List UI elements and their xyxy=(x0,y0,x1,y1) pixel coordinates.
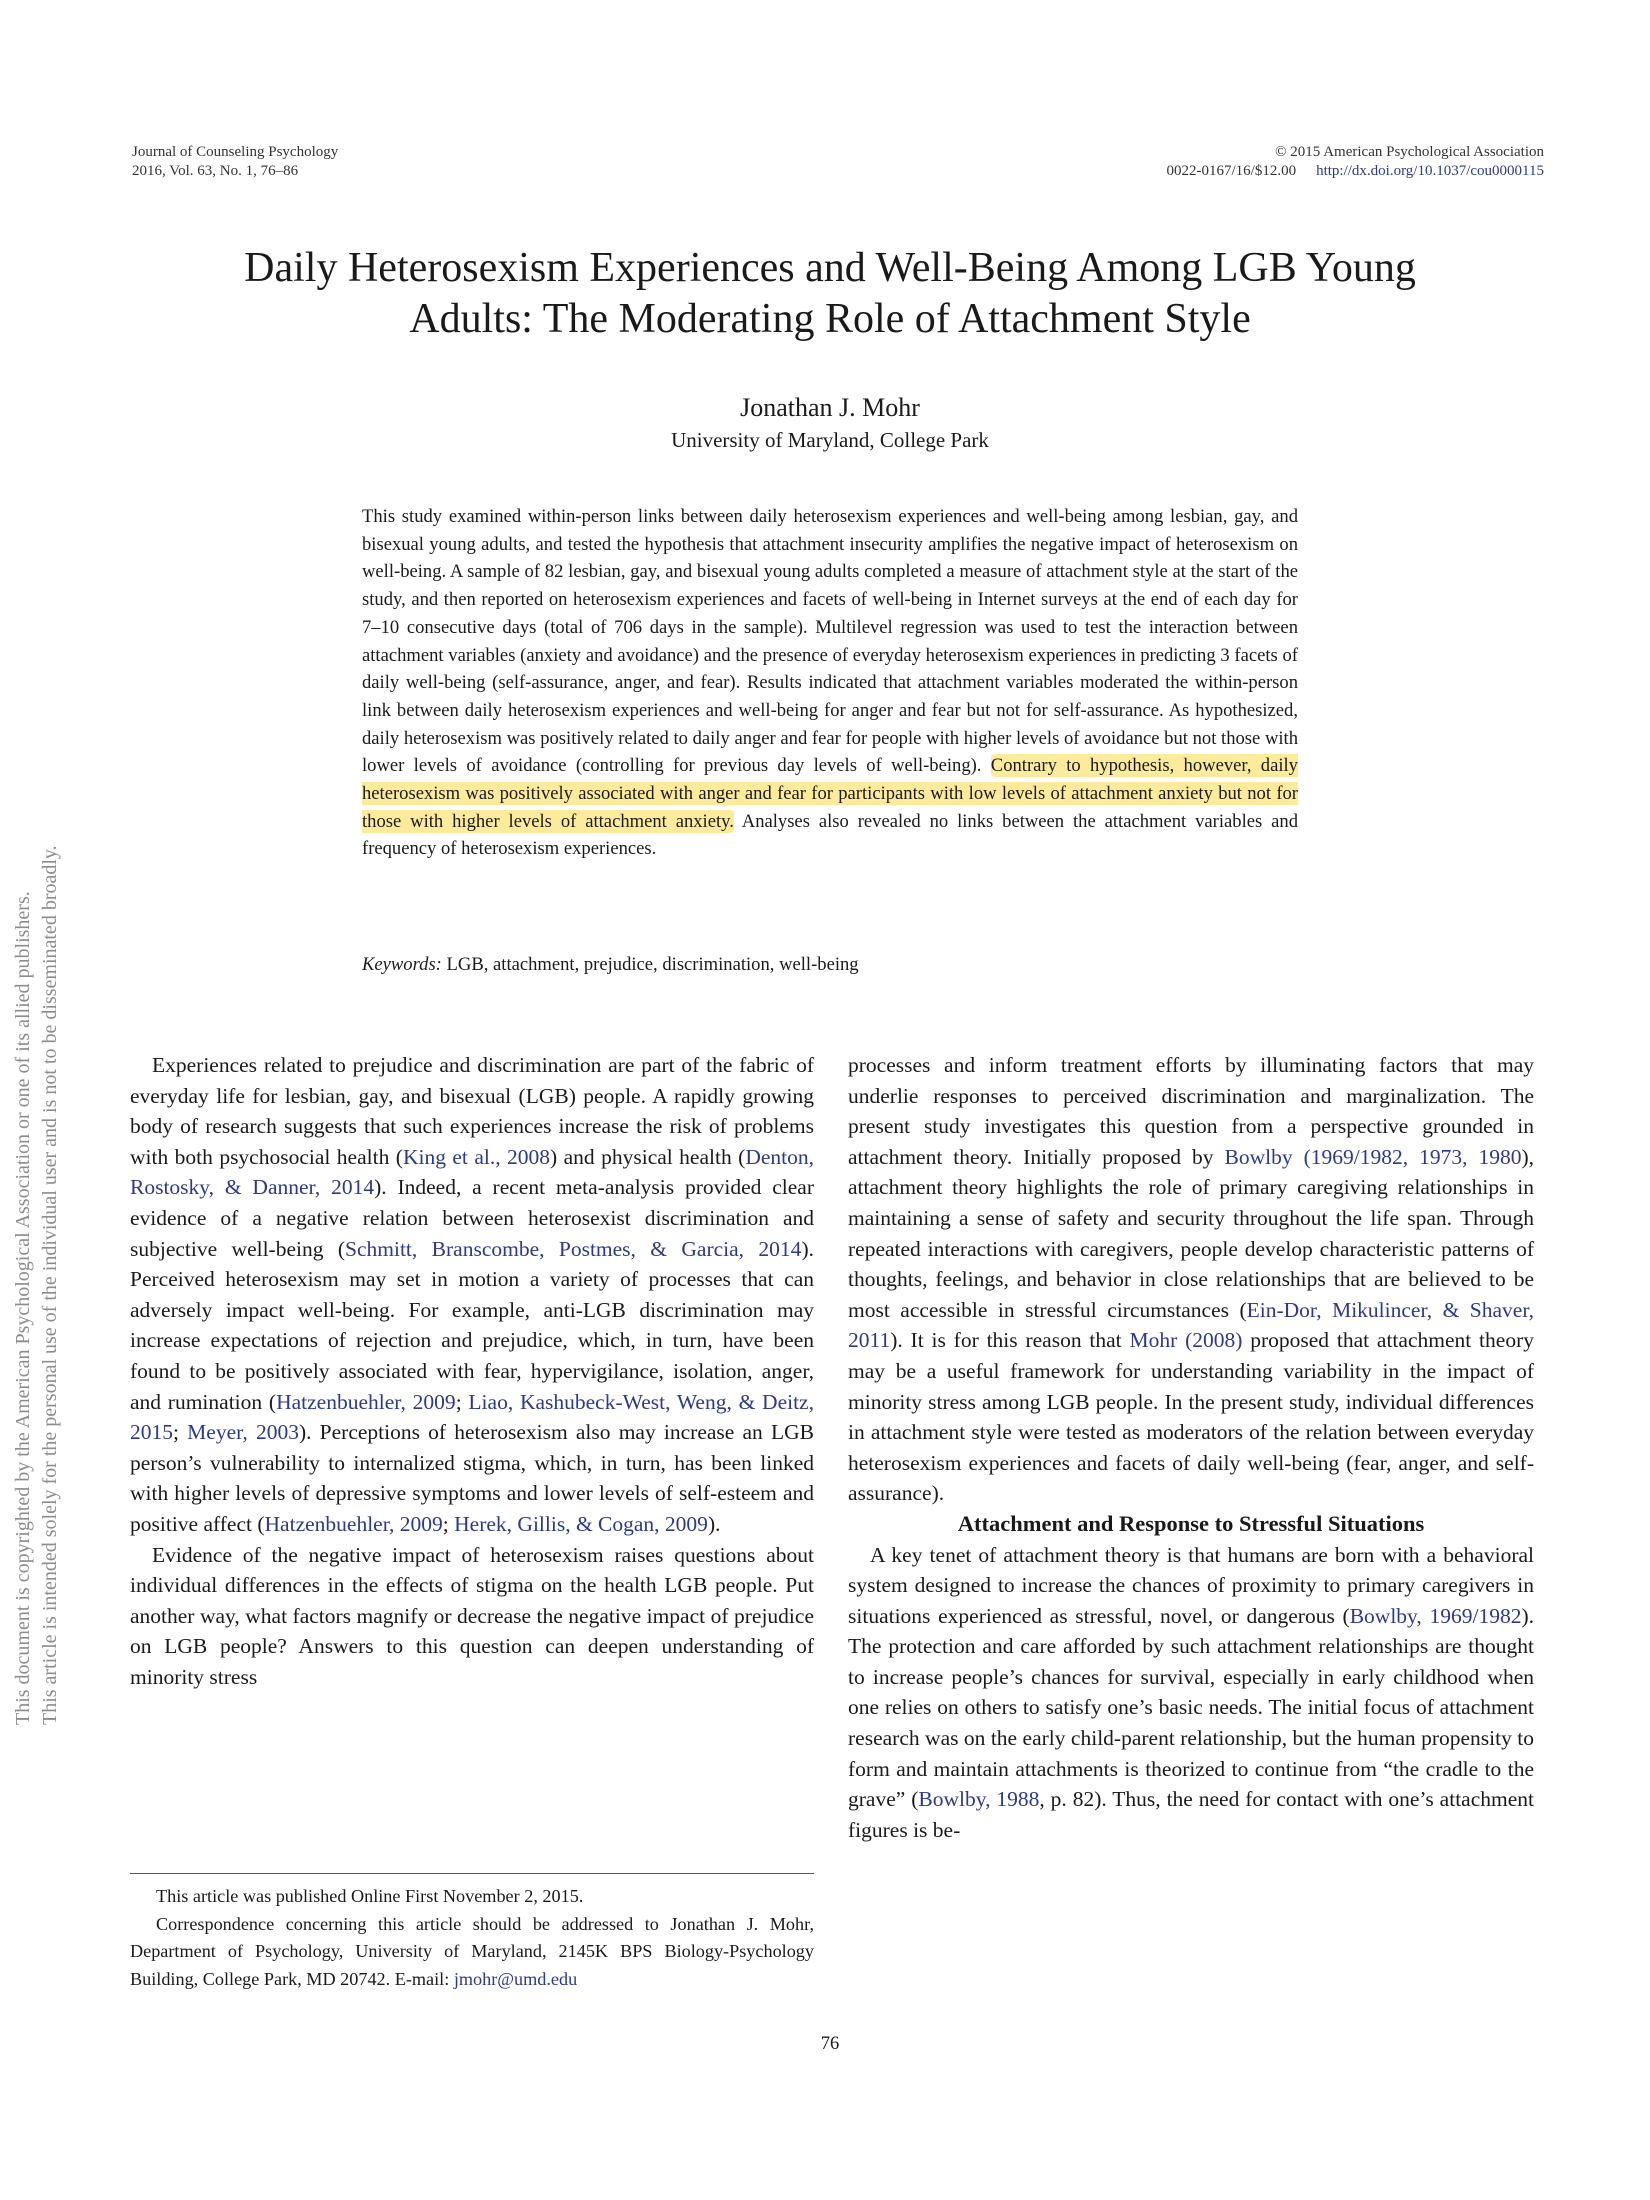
page-number: 76 xyxy=(820,2034,840,2054)
citation-link[interactable]: Herek, Gillis, & Cogan, 2009 xyxy=(454,1511,708,1536)
copyright-text: © 2015 American Psychological Association xyxy=(1275,144,1544,160)
abstract xyxy=(362,503,1298,863)
paragraph xyxy=(848,1540,1534,1846)
email-link[interactable]: jmohr@umd.edu xyxy=(453,1968,578,1989)
footnote-published: This article was published Online First November 2, 2015. xyxy=(156,1886,584,1906)
keywords-label: Keywords: xyxy=(362,954,442,975)
citation-link[interactable]: Bowlby, 1969/1982 xyxy=(1349,1603,1522,1628)
author-affiliation: University of Maryland, College Park xyxy=(671,428,989,452)
author-name: Jonathan J. Mohr xyxy=(740,393,920,422)
text-run: ; xyxy=(173,1420,188,1445)
keywords xyxy=(362,951,859,978)
text-run: ). It is for this reason that xyxy=(890,1328,1130,1353)
copyright-header xyxy=(1166,143,1544,181)
volume-info: 2016, Vol. 63, No. 1, 76–86 xyxy=(132,163,299,179)
text-run: ; xyxy=(455,1389,469,1414)
citation-link[interactable]: Liao, Kashubeck-West, Weng, & Deitz, 2015 xyxy=(130,1389,814,1445)
keywords-values: LGB, attachment, prejudice, discrimination, well-being xyxy=(441,954,859,975)
footnote-divider xyxy=(130,1873,814,1874)
citation-link[interactable]: Schmitt, Branscombe, Postmes, & Garcia, 2014 xyxy=(345,1236,802,1261)
paragraph xyxy=(130,1050,814,1540)
citation-link[interactable]: King et al., 2008 xyxy=(402,1144,551,1169)
title-line-2: Adults: The Moderating Role of Attachment Style xyxy=(409,296,1251,342)
text-run: Experiences related to prejudice and discrimination are part of the fabric of everyday life for lesbian, gay, and bisexual (LGB) people. A rapidly growing body of research suggests that such experiences increase the risk of problems with both psychosocial health ( xyxy=(130,1053,814,1169)
citation-link[interactable]: Meyer, 2003 xyxy=(187,1420,299,1445)
citation-link[interactable]: Ein-Dor, Mikulincer, & Shaver, 2011 xyxy=(848,1297,1535,1353)
text-run: , p. 82). Thus, the need for contact with one’s attachment figures is be- xyxy=(848,1787,1534,1842)
section-heading: Attachment and Response to Stressful Situations xyxy=(957,1510,1425,1536)
text-run: ). Indeed, a recent meta-analysis provided clear evidence of a negative relation between heterosexist discrimination and subjective well-being ( xyxy=(130,1175,814,1261)
text-run: ). Perceptions of heterosexism also may increase an LGB person’s vulnerability to internalized stigma, which, in turn, has been linked with higher levels of depressive symptoms and lower levels of self-esteem and positive affect ( xyxy=(130,1420,814,1536)
abstract-text-end: Analyses also revealed no links between the attachment variables and frequency of heterosexism experiences. xyxy=(362,810,1298,860)
left-column xyxy=(130,1050,814,1692)
text-run: processes and inform treatment efforts by illuminating factors that may underlie responses to perceived discrimination and marginalization. The present study investigates this question from a perspective grounded in attachment theory. Initially proposed by xyxy=(848,1053,1534,1169)
journal-header xyxy=(132,143,338,181)
right-column xyxy=(848,1050,1534,1845)
citation-link[interactable]: Bowlby, 1988 xyxy=(918,1787,1040,1812)
title-line-1: Daily Heterosexism Experiences and Well-Being Among LGB Young xyxy=(244,245,1416,291)
abstract-text: This study examined within-person links between daily heterosexism experiences and well-being among lesbian, gay, and bisexual young adults, and tested the hypothesis that attachment insecurity amplifies the negative impact of heterosexism on well-being. A sample of 82 lesbian, gay, and bisexual young adults completed a measure of attachment style at the start of the study, and then reported on heterosexism experiences and facets of well-being in Internet surveys at the end of each day for 7–10 consecutive days (total of 706 days in the sample). Multilevel regression was used to test the interaction between attachment variables (anxiety and avoidance) and the presence of everyday heterosexism experiences in predicting 3 facets of daily well-being (self-assurance, anger, and fear). Results indicated that attachment variables moderated the within-person link between daily heterosexism experiences and well-being for anger and fear but not for self-assurance. As hypothesized, daily heterosexism was positively related to daily anger and fear for people with higher levels of avoidance but not those with lower levels of avoidance (controlling for previous day levels of well-being). xyxy=(362,506,1298,777)
text-run: ), attachment theory highlights the role of primary caregiving relationships in maintaining a sense of safety and security throughout the life span. Through repeated interactions with caregivers, people develop characteristic patterns of thoughts, feelings, and behavior in close relationships that are believed to be most accessible in stressful circumstances ( xyxy=(848,1144,1534,1322)
doi-link[interactable]: http://dx.doi.org/10.1037/cou0000115 xyxy=(1316,163,1544,179)
text-run: ). The protection and care afforded by such attachment relationships are thought to increase people’s chances for survival, especially in early childhood when one relies on others to satisfy one’s basic needs. The initial focus of attachment research was on the early child-parent relationship, but the human propensity to form and maintain attachments is theorized to continue from “the cradle to the grave” ( xyxy=(848,1603,1534,1812)
paragraph: Evidence of the negative impact of heterosexism raises questions about individual differences in the effects of stigma on the health LGB people. Put another way, what factors magnify or decrease the negative impact of prejudice on LGB people? Answers to this question can deepen understanding of minority stress xyxy=(130,1542,814,1689)
citation-link[interactable]: Hatzenbuehler, 2009 xyxy=(276,1389,456,1414)
margin-notice-line2: This article is intended solely for the personal use of the individual user and is not to be disseminated broadly. xyxy=(39,845,61,1725)
paragraph xyxy=(848,1050,1534,1509)
text-run: ). xyxy=(707,1511,721,1536)
text-run: proposed that attachment theory may be a useful framework for understanding variability in the impact of minority stress among LGB people. In the present study, individual differences in attachment style were tested as moderators of the relation between everyday heterosexism experiences and facets of daily well-being (fear, anger, and self-assurance). xyxy=(848,1328,1534,1506)
issn-price: 0022-0167/16/$12.00 xyxy=(1166,163,1297,179)
correspondence-text: Correspondence concerning this article should be addressed to Jonathan J. Mohr, Department of Psychology, University of Maryland, 2145K BPS Biology-Psychology Building, College Park, MD 20742. E-mail: xyxy=(130,1913,814,1989)
text-run: ) and physical health ( xyxy=(550,1144,746,1169)
footnotes xyxy=(130,1883,814,1993)
journal-name: Journal of Counseling Psychology xyxy=(132,144,339,160)
issn-doi-line xyxy=(1166,162,1544,181)
text-run: ). Perceived heterosexism may set in motion a variety of processes that can adversely impact well-being. For example, anti-LGB discrimination may increase expectations of rejection and prejudice, which, in turn, have been found to be positively associated with fear, hypervigilance, isolation, anger, and rumination ( xyxy=(130,1236,814,1414)
citation-link[interactable]: Bowlby (1969/1982, 1973, 1980 xyxy=(1224,1144,1522,1169)
citation-link[interactable]: Mohr (2008) xyxy=(1129,1328,1243,1353)
citation-link[interactable]: Denton, Rostosky, & Danner, 2014 xyxy=(130,1144,814,1200)
citation-link[interactable]: Hatzenbuehler, 2009 xyxy=(264,1511,443,1536)
footnote-correspondence xyxy=(130,1911,814,1994)
abstract-highlighted-text: Contrary to hypothesis, however, daily heterosexism was positively associated with anger and fear for participants with low levels of attachment anxiety but not for those with higher levels of attachment anxiety. xyxy=(362,755,1298,832)
article-title xyxy=(120,243,1540,345)
text-run: ; xyxy=(442,1511,455,1536)
text-run: A key tenet of attachment theory is that humans are born with a behavioral system designed to increase the chances of proximity to primary caregivers in situations experienced as stressful, novel, or dangerous ( xyxy=(848,1542,1534,1628)
margin-notice-line1: This document is copyrighted by the American Psychological Association or one of its allied publishers. xyxy=(12,891,34,1725)
